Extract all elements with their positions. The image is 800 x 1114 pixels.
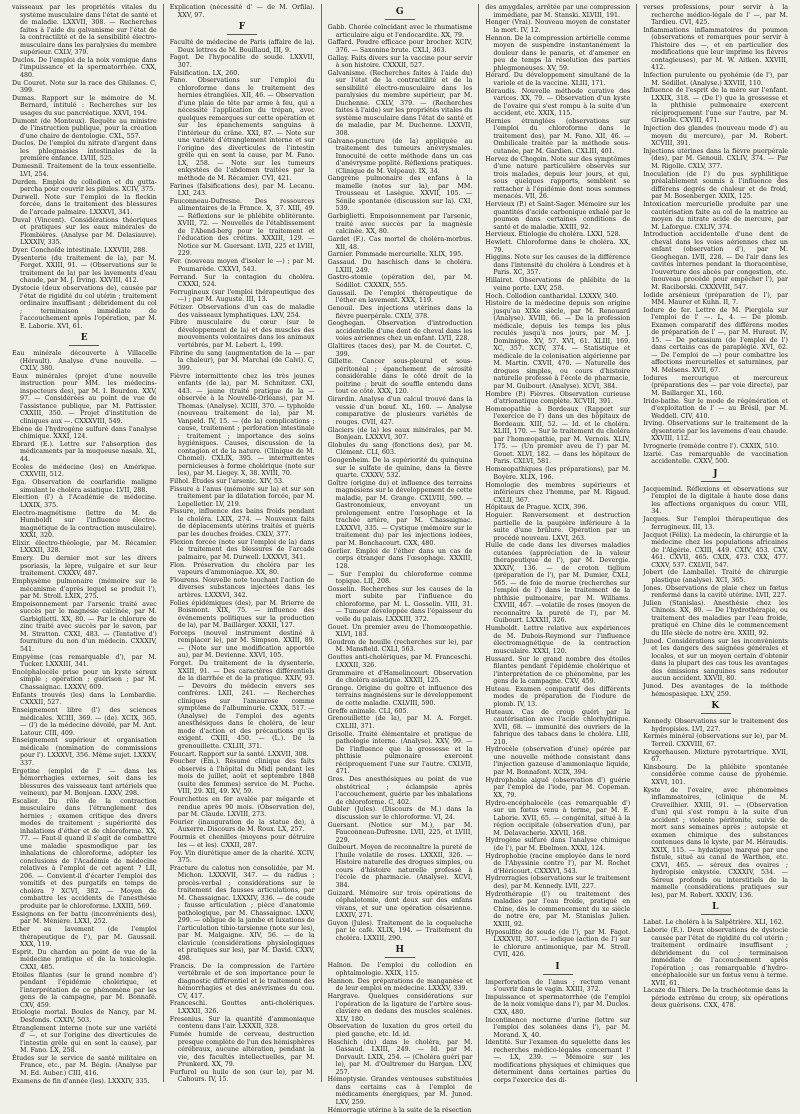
index-entry: Fissure à l'anus (mémoire sur la) et sur son traitement par la dilatation forcée, par M. Lepelletier. LV, 219.	[169, 485, 315, 508]
index-entry: Impuissance et spermatorrhée (de l'emploi de la noix vomique dans l'), par M. Duclos. CXX, 480.	[485, 993, 631, 1016]
index-entry: Hydrocèle (observation d'une) opérée par une nouvelle méthode consistant dans l'injection gazeuse d'ammoniaque liquide, par M. Bonnafont. XCIX, 394.	[485, 746, 631, 776]
index-entry: Histoire de la médecine depuis son origine jusqu'au XIXe siècle, par M. Renouard (Analyse). XVIII, 66. — De la profession médicale, depuis les temps les plus reculés jusqu'à nos jours, par M. J. Dominique. XV, 57. XVI, 61. XLIII, 169. XC, 357. XCIV, 374. — Statistique et médicale de la colonisation algérienne par M. Martin. CXVII, 470. — Naturelle des drogues simples, ou cours d'histoire naturelle professé à l'école de pharmacie, par M. Guibourt. (Analyse). XCVI, 384.	[485, 300, 631, 390]
index-entry: Hoguier. Renversement et destruction partielle de la paupière inférieure à la suite d'une brûlure. Opération par un procédé nouveau. LXVI, 263.	[485, 512, 631, 542]
index-entry: Ivrognerie (remède contre l'). CXXIX, 510.	[643, 443, 779, 451]
index-entry: Izarié. Cas remarquable de vaccination accidentelle. CXXV, 500.	[643, 450, 788, 466]
index-entry: Goître (origine du) et influence des terrains magnésiens sur le développement de cette maladie, par M. Grange. CXLVIII, 590. — Gastronomieux, envoyant un prolongement entre l'œsophage et la trachée artère, par M. Chassaignac. LXXXVI, 335. — Cystique (mémoire sur le traitement du) par les injections iodées, par M. Bonchacourt. CXX, 480.	[327, 479, 473, 547]
index-entry: Étranglement interne (note sur une variété d' —, et sur l'origine des diverticules de l'intestin grêle qui en sont la cause), par M. Fano. LX, 258.	[12, 1024, 157, 1055]
index-entry: Hydrophobie (racine employée dans le nord de l'Abyssinie contre l'), par M. Rochet d'Héricourt. CXXXVI, 543.	[485, 852, 631, 875]
index-entry: Fer. (nouveau moyen d'isoler le —) ; par M. Poumarède. CXXVI, 543.	[169, 258, 315, 273]
index-entry: Inoculation (de l') du pus syphilitique préalablement soumis à l'influence des différens degrés de chaleur et de froid, par M. Bosenberger. XXIX, 125.	[643, 170, 788, 201]
index-entry: Dystocie (deux observations de), causée par l'état de rigidité du col utérin ; traitement ordinaire insuffisant ; débridement du col ; terminaison immédiate de l'accouchement après l'opération, par M. E. Laborie. XVI, 61.	[12, 285, 157, 330]
index-entry: Homœopathiques (les préparations), par M. Boyère. XLIX, 196.	[485, 466, 631, 481]
index-entry: Dumas. Rapport sur le mémoire de M. Bernard, intitulé : Recherches sur les usages du suc pancréatique. XXVI, 194.	[12, 94, 157, 117]
index-entry: Hyposulfite de soude (de l'), par M. Fagot. LXXXVII, 307. — iodique (action de l') sur le chlorure antimonique, par M. Stroll. CVII, 426.	[485, 928, 631, 958]
index-entry: Forget. Du traitement de la dysenterie. XXIII, 91. — Des caractères différentiels de la diarrhée et de la pratique. XXIV, 93. — Devoirs du médecin envers ses confrères. LXII, 241. — Recherches cliniques sur l'amaurose comme symptôme de l'albuminurie. CXXX, 517. — (Analyse) de l'emploi des agents anesthésiques dans le choléra, de leur mode d'action et des précautions qu'ils exigent. CXIII, 450. — (L.). De la grenouillette. CXLIII, 371.	[169, 660, 315, 750]
index-entry: Glaciers (de la) les eaux minérales, par M. Bonjean. LXXXVI, 307.	[327, 426, 473, 442]
index-entry: Kennedy. Observations sur le traitement des hydropisies. LVI, 227.	[643, 718, 788, 733]
index-entry: Iodure de fer. Lettre de M. Piergiola sur l'emploi de l' —. L, 4. — De plomb. Examen comparatif des différens modes de préparation de l' —, par M. Huraut. IV, 15. — De potassium (de l'emploi de l') dans certains cas de paraplégie. XVI, 62. — De l'emploi de —) pour combattre les affections mercurielles et saturnines, par M. Melsens. XVII, 67.	[643, 306, 788, 374]
index-entry: Intoxication mercurielle produite par une cautérisation faite au col de la matrice au moyen du nitrate acide de mercure, par M. Laforgue. CXLIV, 374.	[643, 201, 788, 231]
index-entry: Haïnon. De l'emploi du collodion en ophtalmologie. XXIX, 115.	[327, 962, 473, 977]
index-entry: Gallay. Faits divers sur la vaccine pour servir à son histoire. CXXXII, 527.	[327, 54, 473, 70]
index-entry: Gassaud. Du haschisch dans le choléra. LXIII, 249.	[327, 259, 473, 274]
index-entry: Hydro-encéphalocèle (cas remarquable d') sur un fœtus venu à terme, par M. E. Laborie. XVII, 65. — congénital, situé à la région occipitale (observation d'un), par M. Delavacherie. XXVII, 168.	[485, 799, 631, 837]
index-entry: Gillette. Cancer sous-pleural et sous-péritonéal ; épanchement de sérosité considérable dans le côté droit de la poitrine ; bruit de souffle entendu dans tout ce côté. XXX, 120.	[327, 358, 473, 396]
index-entry: Kermès minéral (observations sur le), par M. Terreil. CXXVIII, 67.	[643, 733, 788, 748]
index-entry: Dysenterie (du traitement de la), par M. Forget. XXIII, 91. — (Observations sur le traitement de la) par les lavements d'eau chaude, par M. J. Irving. XXVIII, 412.	[12, 254, 157, 285]
index-entry: Humboldt. Lettre relative aux expériences de M. Dubois-Reymond sur l'influence électromagnétique de la contraction musculaire. XXXI, 120.	[485, 625, 631, 655]
index-entry: Foucart. Rapport sur la santé. LXXVII, 308.	[169, 750, 309, 758]
index-entry: Gabb. Chorée coïncidant avec le rhumatisme articulaire aigu et l'endocardite. XX, 79.	[327, 24, 473, 39]
index-entry: Fétizer. Observations d'un cas de maladie des vaisseaux lymphatiques. LXV, 254.	[169, 304, 315, 319]
index-entry: Junod. Considérations sur les inconvénients et les dangers des saignées générales et locales, et sur un moyen certain d'obtenir dans la plupart des cas tous les avantages des émissions sanguines sans redouter aucun accident. XXVII, 80.	[643, 637, 788, 683]
index-entry: Iodures mercurique et mercureux (préparations des — par voie directe), par M. Baillarger. XL, 160.	[643, 374, 788, 397]
index-entry: Guersant. (Notice sur M.), par M. Fauconneau-Dufresne. LVII, 225, et LVIII, 229.	[327, 821, 473, 844]
index-entry: Higgins. Note sur les causes de la différence dans l'intensité du choléra à Londres et à Paris. XC, 357.	[485, 254, 631, 277]
index-entry: Fumée humide de cerveau, destruction presque complète de l'un des hémisphères cérébraux, aucune altération, pendant la vie, des facultés intellectuelles, par M. Prunkerd. XX, 79.	[169, 1031, 315, 1068]
index-entry: Dumesnil. Traitement de la toux essentielle. LVI, 254.	[12, 163, 157, 178]
index-entry: Ether au lavement (de l'emploi thérapeutique de l'), par M. Gaussail. XXX, 119.	[12, 926, 157, 948]
index-entry: Farines (falsifications des), par M. Lecanu. LXI, 243.	[169, 182, 315, 198]
index-entry: Gaffard. Poudre efficace pour brocher. XCIV, 376. — Saxonine brute. CXLI, 363.	[327, 39, 473, 54]
section-letter: H	[328, 945, 473, 958]
index-entry: Hervieux (P.) et Saint-Sager. Mémoire sur les quantités d'acide carbonique exhalé par le poumon dans certaines conditions de santé et de maladie. XXIII, 92.	[485, 201, 631, 231]
index-entry: Hydrothérapie (l') ou traitement des maladies par l'eau froide, pratiqué en Chine, dès le commencement du xe siècle de notre ère, par M. Stanislas Julien. XXIII, 92.	[485, 890, 631, 928]
index-entry: Hannon. Des préparations de manganèse et de leur emploi en médecine. LXXXV, 339.	[327, 977, 473, 993]
index-entry: Ferrugineux (sur l'emploi thérapeutique des —) ; par M. Auguste. III, 13.	[169, 288, 315, 304]
index-entry: Enfants trouvés (les) dans la Lombardie. CXXXII, 527.	[12, 691, 157, 707]
index-entry: Dumont (de Monteux). Requête au ministre de l'instruction publique, pour la création d'une chaire de dentologie. CXL, 557.	[12, 117, 157, 140]
index-entry: Elixir. électro-théologie, par M. Récamier. LXXXII, 328.	[12, 539, 157, 555]
index-entry: Emery. Du dernier mot sur les divers psoriasis, la lèpre, vulgaire et sur leur traitement. CXXXV, 487.	[12, 555, 157, 578]
index-entry: Glaîtires (taces des), par M. de Courtet. C, 399.	[327, 343, 473, 358]
index-entry: Girardin. Analyse d'un calcul trouvé dans la vessie d'un bœuf. XL, 160. — Analyse comparative de plusieurs variétés de rouges. CVII, 427.	[327, 396, 473, 426]
index-entry: Fauconneau-Dufresne. Des ressources alimentaires de la France. X, 37. XIII, 49. — Réflexions sur le phlébite oblitérante. XVIII, 72. — Nouvelles de l'établissement de l'Abend-berg pour le traitement et l'éducation des crétins. XXXIII, 129. — Notice sur M. Guersant. LVII, 225 et LVIII, 229.	[169, 197, 315, 258]
index-entry: Empoisonnement par l'arsenic traité avec succès par le magnésie calcinée, par M. Garbiglietti. XX, 80. — Par le chlorure de zinc traité avec succès par le savon, par M. Stratton. CXXI, 483. — (Tentative d') fourniture du non d'un médecin. CXXXIV, 541.	[12, 600, 157, 653]
index-entry: Duval (Vincent). Considérations théoriques et pratiques sur les eaux minérales de Plombières. (Analyse par M. Delasiauve). LXXXIV, 335.	[12, 216, 157, 247]
index-entry: Infection purulente ou pyohémie (de l'), par M. Sédillot. (Analyse.) XXVIII, 110.	[643, 72, 788, 87]
index-entry: Folies épidémiques (des), par M. Brierre de Boismont. XIX, 75. — influence des événements politiques sur la production de la), par M. Baillarger. XXXII, 127.	[169, 599, 315, 630]
section-letter: L	[643, 902, 788, 915]
index-entry: Hervez de Chegoin. Note sur des symptômes d'une nature particulière observés sur trois malades, depuis leur jours, et qui, sous quelques rapports, semblent se rattacher à l'épidémie dont nous sommes menacés. VII, 26.	[485, 155, 631, 201]
index-entry: Fresenius. Sur la quantité d'ammoniaque contenu dans l'air. LXXXII, 328.	[169, 1015, 315, 1031]
section-letter: E	[12, 333, 157, 346]
index-entry: Fourchettes en fer avalée par mégarde et rendue après 90 mois. (Observation de), par M. Claude. LXVIII, 273.	[169, 796, 315, 819]
index-entry: Introduction accidentelle d'une dent de cheval dans les voies aériennes chez un enfant (observation d'), par M. Geoghegan. LVII, 228. — De l'air dans les cavités internes pendant la thoracentèse, l'ouverture des abcès par congestion, etc. (nouveau procédé pour empêcher l'), par M. Raciborski. CXXXVIII, 547.	[643, 231, 788, 291]
index-entry: Fourmis et chenilles (moyens pour détruire les — et les). CXXII, 287.	[169, 834, 315, 849]
index-entry: Gougenheim. De la supériorité du quinquina sur le sulfate de quinine, dans la fièvre quarte. CXXXV, 532.	[327, 457, 473, 480]
index-entry: Foucher (Ém.). Résumé clinique des faits observés à l'hôpital du Midi pendant les mois de juillet, août et septembre 1848 (suite des femmes) service de M. Puche. VIII, 29. XII, 49. XV, 59.	[169, 758, 315, 796]
index-entry: Gorlier. Emploi de l'éther dans un cas de corps étranger dans l'œsophage. XXXIII, 128.	[327, 547, 473, 570]
index-entry: Imperforation de l'anus ; rectum venant s'ouvrir dans le vagin. XXIII, 372.	[485, 978, 631, 993]
index-entry: Gastro-stomie (opération de), par M. Sédillot. CXXXIX, 555.	[327, 274, 473, 289]
index-entry: Fagot. De l'hypocalite de soude. LXXVII, 307.	[169, 54, 315, 69]
index-entry: Flourens. Nouvelle note touchant l'action de diverses substances injectées dans les artères. LXXXVI, 342.	[169, 576, 315, 599]
index-entry: Falsification. LX, 260.	[169, 69, 240, 77]
index-entry: Fourier (inauguration de la statue de), à Auxerre. Discours de M. Roux. LX, 257.	[169, 818, 315, 834]
index-entry: Garbiglietti. Empoisonnement par l'arsenic, traité avec succès par la magnésie calcinée. XX, 80.	[327, 213, 473, 236]
index-entry: Duclos. De l'emploi de la noix vomique dans l'impuissance et la spermatorrhée. CXX, 480.	[12, 56, 157, 79]
index-entry: Etiologie mortal. Boules de Nancy, par M. Desfonds. CXXIV, 503.	[12, 1009, 157, 1024]
index-entry: Iodide arsénieux (préparation de l'), par MM. Maurer et Kuhn. II, 7.	[643, 291, 788, 307]
index-entry: Ecoles de médecine (les) en Amérique. CXXVIII, 512.	[12, 463, 157, 479]
index-entry: Jacquot (Félix). La médecin, la chirurgie et la médecine chez les populations africaines de l'Algérie. CXIII, 449. CXIV, 453. CXV, 461. CXVII, 465. CXIX, 473. CXX, 477. CXXV, 537. CXLVII, 547.	[643, 531, 788, 569]
index-entry: Injections utérines dans la fièvre puerpérale (des), par M. Genouil. CXLIV, 374. — Par M. Rigolle. CXLV, 377.	[643, 147, 788, 170]
index-entry: Hoch. Collodion cantharidal. LXXXV, 340.	[485, 292, 619, 300]
index-entry: Galvano-puncture (de la) appliquée au traitement des tumeurs anévrysmales. Innocuité de cette méthode dans un cas d'anévrysme poplité. Réflexions pratiques. (Clinique de M. Velpeau). IX, 34.	[327, 137, 473, 175]
index-entry: Grammaire et d'Hamelincourt. Observation de choléra asiatique. XXXII, 125.	[327, 669, 473, 685]
index-column-4	[478, 4, 636, 1082]
index-entry: Ega. Observation de coarlaridie maligne simulant le choléra asiatique. LVII, 288.	[12, 479, 157, 494]
index-entry: Dyer. Conchoïde intestinale. LXXVIII, 288.	[12, 246, 148, 254]
index-entry: Junod. Des avantages de la méthode hémospasique. LXV, 259.	[643, 683, 788, 698]
index-entry: Hombre (P.) Fièvres. Observation curieuse d'atrionatique complète. XCVIII, 391.	[485, 390, 631, 406]
index-entry: vaisseaux par les propriétés vitales du système musculaire dans l'état de santé et de maladie. LXXVII, 308. — Recherches faites à l'aide du galvanisme sur l'état de la contractilité et de la sensibilité électro-musculaire dans les paralysies du membre supérieur. CXLV, 379.	[12, 4, 157, 56]
index-column-5	[636, 4, 794, 1082]
index-entry: Goudron de houille (recherches sur le), par M. Mansfield. CXLI, 563.	[327, 638, 473, 654]
index-entry: Genouil. Des injections utérines dans la fièvre puerpérale. CXLV, 378.	[327, 305, 473, 320]
index-entry: Escalier. Du rôle de la contraction musculaire dans l'étranglement des hernies ; examen critique des divers modes de traitement ; supériorité des inhalations d'éther et de chloroforme. XX, 77. — Faut-il quand il s'agit de combattre une maladie spasmodique par les inhalations de chloroforme, adopter les conclusions de l'Académie de médecine relatives à l'emploi de cet agent ? LII, 206. — Convient-il d'écarter l'emploi des vomitifs et des purgatifs en temps de choléra ? XCVI, 382. — Moyen de combattre les accidents de l'anesthésie produite par le chloroforme. LXXIII, 569.	[12, 797, 157, 910]
index-entry: Electro-magnétisme (lettre de M. de Humboldt sur l'influence électro-magnétique de la contraction musculaire). XXXI, 320.	[12, 509, 157, 540]
index-entry: Durwell. Note sur l'emploi de la fleckin forcée, dans le traitement des blessures de l'arcade palmaire. LXXXVI, 341.	[12, 193, 157, 216]
index-entry: Greffe animale. CLI, 605.	[327, 707, 409, 715]
index-entry: Globules du sang (fonctions des), par M. Clément. CLI, 603.	[327, 441, 473, 457]
index-entry: Foy. Vin diurétique amer de la charité. XCIV, 375.	[169, 849, 315, 865]
index-entry: Ergotine (emploi de l' — dans les hémorrhagies externes, soit dans les blessures des vaisseaux tant artériels que veineux), par M. Bonjean. LXXV, 298.	[12, 767, 157, 798]
index-entry: Gubler (Jules). (Discours de M.) dans la discussion sur le chloroforme. VI, 24.	[327, 806, 473, 821]
index-entry: Explication (nécessité d' — de M. Orfila). XXV, 97.	[169, 4, 315, 19]
index-entry: Grisolle. Traité élémentaire et pratique de pathologie interne. (Analyse). XXV, 99. — De l'influence que la grossesse et la phthisie pulmonaire exercent réciproquement l'une sur l'autre. CXLVII, 471.	[327, 730, 473, 776]
section-letter: F	[170, 22, 315, 35]
index-entry: Francis. De la compression de l'artère vertébrale et de son importance pour le diagnostic différentiel et le traitement des hémorrhagies et des anévrismes du cou. CV, 417.	[169, 962, 315, 1000]
section-letter: I	[485, 962, 630, 975]
index-entry: Filhol. Études sur l'arsenic. XIV, 53.	[169, 477, 285, 485]
index-entry: Huteaux. Cas de croup guéri par la cautérisation avec l'acide chlorhydrique. XVII, 68. — immunité des ouvriers de la fabrique des tabacs dans le choléra. LIII, 210.	[485, 708, 631, 746]
index-entry: Forceps (nouvel instrument destiné à remplacer le), par M. Simpson. XXIII, 89. — (Note sur une modification apportée au), par M. Devienne. XXVI, 105.	[169, 629, 315, 660]
index-entry: Fibre musculaire du cœur (sur le développement de la) et des muscles des mouvements volontaires dans les animaux vertébrés, par M. Lebert. L, 199.	[169, 319, 315, 349]
index-entry: Duclos. De l'emploi du nitrate d'argent dans les phlegmasies intestinales de la première enfance. LVIII, 525.	[12, 140, 157, 163]
index-entry: Incontinence nocturne d'urine (lettre sur l'emploi des solanées dans l'), par M. Morand. X, 40.	[485, 1016, 631, 1039]
index-entry: Julien (Stanislas). Anesthésie chez les Chinois. XX, 80. — De l'hydrothérapie, ou traitement des maladies par l'eau froide, pratiqué en Chine dès le commencement du IIIe siècle de notre ère. XXIII, 92.	[643, 599, 788, 637]
index-entry: Du Couret. Note sur la race des Ghilanes. C, 399.	[12, 79, 157, 95]
index-entry: Ferrand. Sur la contagion du choléra. CXXXI, 524.	[169, 273, 315, 289]
index-entry: Flexion forcée (note sur l'emploi de la) dans le traitement des blessures de l'arcade palmaire, par M. Durwell. LXXXVI, 341.	[169, 538, 315, 561]
index-entry: Injection des glandes (nouveau mode d') au moyen du mercure), par M. Robert. XCVIII, 391.	[643, 125, 788, 148]
index-entry: Grange. Origine du goître et influence des terrains magnésiens sur le développement de cette maladie. CXLVIII, 590.	[327, 684, 473, 707]
index-entry: Esprit. Du chardon au point de vue de la médecine pratique et de la toxicologie. CXXI, 485.	[12, 948, 157, 971]
index-entry: Kyste de l'ovaire, avec phénomènes inflammatoires, (clinique de M. Cruveilhier. XXIII, 91. — (Observation d'un) qui s'est rompu à la suite d'un accident ; violente péritonite, suivie de mort sans semaines après ; autopsie et examen chimique des substances contenues dans le kyste, par M. Héraudis. XXIX, 115. — hydatique) marqué par une fistule, situé au canal de Warthon, etc. CXVI, 465. — séreux des ovaires ; hydropisie enkystée. CXXXIV, 534. — Séreux profonds ou interstitiels de la mamelle (considérations pratiques sur les), par M. Robert. XXXIV, 136.	[643, 786, 788, 899]
index-entry: Henger (Vrai). Nouveau moyen de constater la mort. IV, 12.	[485, 19, 631, 34]
index-entry: Jones. Observations de plaie chez un fœtus renfermé dans la cavité utérine. LVII, 227.	[643, 584, 788, 600]
index-entry: Labat. Le choléra à la Salpêtrière. XLI, 162.	[643, 919, 784, 927]
index-entry: verses professions, pour servir à la recherche médico-légale de l' —, par M. Tardieu. CVI, 425.	[643, 4, 788, 26]
index-entry: Guyon (Jules). Traitement de la coqueluche par le café. XLIX, 194. — Traitement du choléra. LXXIII, 290.	[327, 919, 473, 942]
index-entry: Examens de fin d'année (les). LXXXIV, 335.	[12, 1077, 150, 1085]
index-entry: Gosselin. Recherches sur les causes de la mort subite par l'influence du chloroforme, par M. L. Gosselin. VIII, 31. — Tumeur développée dans l'épaisseur du voile du palais. LXXXIII, 372.	[327, 585, 473, 623]
index-entry: Irving. Observations sur le traitement de la dysenterie par les lavemens d'eau chaude. XXVIII, 112.	[643, 420, 788, 443]
index-entry: Héraudis. Nouvelle méthode curative des varices. XX, 79. — Observation d'un kyste de l'ovaire qui s'est rompu à la suite d'un accident, etc. XXIX, 115.	[485, 87, 631, 118]
index-entry: Hydrophobie aiguë (observation d') guérie par l'emploi de l'iode, par M. Copeman. XX, 79.	[485, 776, 631, 799]
index-entry: Hydrorragies (observations sur le traitement des), par M. Kennedy. LVII, 227.	[485, 875, 631, 890]
index-entry: Hémorragie utérine à la suite de la résection	[327, 1106, 472, 1114]
index-entry: Laborie (E.). Deux observations de dystocie causée par l'état de rigidité du col utérin ; traitement ordinaire insuffisant ; débridement du col ; terminaison immédiate de l'accouchement après l'opération ; cas remarquable d'hydro-encéphalocèle sur un fœtus venu à terme. XVII, 61.	[643, 927, 788, 987]
index-entry: Hewlett. Chloroforme dans le choléra. XX, 79.	[485, 239, 631, 254]
index-entry: Gouttes anti-cholériques, par M. Franceschi. LXXXII, 326.	[327, 654, 473, 669]
index-entry: Fissure, influence des bains froids pendant le choléra. LXIX, 274. — Nouveaux faits de déplacements utérins traités et guéris par les douches froides. CXLV, 377.	[169, 508, 315, 538]
index-entry: Franceschi. Gouttes anti-cholériques. LXXXII, 326.	[169, 1000, 315, 1015]
index-entry: Hervieux. Étiologie du choléra. LXXI, 528.	[485, 231, 621, 239]
index-entry: Hydrogène sulfuré dans l'analyse chimique (de l'), par M. Ebelmen. XXXI, 124.	[485, 837, 631, 852]
index-column-2	[163, 4, 321, 1082]
index-entry: Haschich (du) dans le choléra, par M. Gassaud. LXIII, 249. — Id. par M. Dorvault. LXIX, 254. — (Choléra guéri par le), par M. d'Oultremer du Hargan. LXV, 257.	[327, 1038, 473, 1076]
section-letter: K	[643, 701, 788, 714]
index-entry: Garnier. Pommade mercurielle. XLIX, 195.	[327, 251, 464, 259]
index-entry: Geoghegan. Observation d'introduction accidentelle d'une dent de cheval dans les voies aériennes chez un enfant. LVII, 228.	[327, 320, 473, 343]
index-entry: Inflammations inflammatoires du poumon (observations et remarques pour servir à l'histoire des —, et en particulier des modifications que leur imprime les fièvres contagieuses), par M. W. Aitken. XXVIII, 412.	[643, 26, 788, 72]
index-entry: Krugerhausen. Mixture pyrotartrique. XVII, 67.	[643, 748, 788, 764]
index-entry: Fièvre intermittente chez les très jeunes enfants (de la), par M. Schnitzer. CXI, 443. — jaune (traité pratique de la — observée à la Nouvelle-Orléans), par M. Thomas. (Analyse). XCIII, 370. — typhoïde (nouveau traitement de la), par M. Vanpeld. IV, 15. — (de la) complications ; cause, traitement ; perforation intestinale ; traitement ; importance des soins hygiéniques. Causes, discussion de la contagion et de la nature. (Clinique de M. Chomel). CXLIX, 395. — intermittentes pernicieuses à forme cholérique (note sur les), par M. Liegey. X, 38. XVIII, 70.	[169, 372, 315, 478]
index-entry: Kinsbourg. De la phlébite spontanée considérée comme cause de pyohémie. XXVI, 101.	[643, 763, 788, 786]
index-entry: Gardet (F.). Cas mortel de choléra-morbus. XII, 48.	[327, 236, 473, 251]
index-entry: Hussard. Sur le grand nombre des étoiles filantes pendant l'épidémie cholérique et l'interprétation de ce phénomène, par les gens de la campagne. CXV, 459.	[485, 655, 631, 686]
index-entry: Huile de cade dans les diverses maladies cutanées (appréciation de la valeur thérapeutique de l'), par M. Devergie. XXXIV, 136. — de croton tiglium (préparation de l'), par M. Dumier, CXLI, 565. — de foie de morue (recherches sur l'emploi de l') dans le traitement de la phthisie pulmonaire, par M. Williams. CXVIII, 467. —volatile de roses (moyen de reconnaître la pureté de l'), par M. Guibourt. LXXXII, 326.	[485, 542, 631, 625]
index-entry: Gangrène pulmonaire des enfans à la mamelle (notes sur la), par MM. Trousseau et Lasègue. XXVII, 105. — Sénile spontanée (discussion sur la). CXI, 539.	[327, 175, 473, 213]
index-entry: Guibourt. Moyen de reconnaître la pureté de l'huile volatile de roses. LXXXII, 326. — Histoire naturelle des drogues simples, ou cours d'histoire naturelle professé à l'école de pharmacie. (Analyse). XCVI, 384.	[327, 844, 473, 889]
index-entry: Durden. Emploi du collodion et du gutta-percha pour couvrir les pilules. XCIV, 375.	[12, 178, 157, 194]
index-entry: Faculté de médecine de Paris (affaire de la). Deux lettres de M. Bouillaud, III, 9.	[169, 39, 315, 54]
index-entry: Hargrave. Quelques considérations sur l'opération de la ligature de l'artère sous-clavière en dedans des muscles scalènes. XLV, 180.	[327, 993, 473, 1023]
index-column-3	[321, 4, 479, 1114]
section-letter: J	[643, 469, 788, 482]
index-entry: Ebène de l'hydrogène sulfuré dans l'analyse chimique. XXXI, 124.	[12, 425, 157, 441]
index-entry: — Sur l'emploi du chloroforme comme topique. LII, 208.	[327, 570, 473, 586]
index-entry: Ebrard (E.). Lettre sur l'absorption des médicaments par la muqueuse nasale. XL, 44.	[12, 440, 157, 463]
index-entry: Galvanisme. (Recherches faites à l'aide du) sur l'état de la contractilité et de la sensibilité électro-musculaire dans les paralysies du membre supérieur, par M. Duchenne. CXLV, 379. — (Recherches faites à l'aide) sur les propriétés vitales du système musculaire dans l'état de santé et de maladie, par M. Duchenne. LXXVII, 308.	[327, 69, 473, 137]
index-entry: Fibrine du sang (augmentation de la — par la chaleur), par M. Marchal (de Calvi). C, 399.	[169, 349, 315, 372]
index-entry: Huteau. Examen comparatif des différents modes de préparation de l'iodure de plomb. IV, 13.	[485, 685, 631, 708]
index-entry: Eau minérale découverte à Villacelle (Hérault). Analyse d'une nouvelle. — CXLV, 380.	[12, 350, 157, 373]
index-entry: Gouet. Un premier aveu de l'homœopathie. XLVI, 183.	[327, 623, 473, 639]
index-column-1	[6, 4, 163, 1085]
index-entry: Hémoptysie. Grandes ventouses substituées dans certains cas à l'emploi de médicaments énergiques, par M. Junod. LXV, 259.	[327, 1076, 473, 1106]
index-entry: Enseignement supérieur et organisation médicale (nomination de commissions pour l'). LXXXVI, 356. Même sujet. LXXXV, 337.	[12, 737, 157, 767]
index-columns	[6, 4, 794, 1114]
index-entry: Observation de luxation du gros orteil du pied gauche, etc. Id. id.	[327, 1023, 473, 1038]
index-entry: Essignons en fer battu (inconvénients des), par M. Ménière. LXXI, 252.	[12, 910, 157, 926]
index-entry: Gros. Des anesthésiques au point de vue obstétrical ; éclampsie après l'accouchement, guérie par les inhalations de chloroforme. C, 402.	[327, 776, 473, 806]
index-entry: Enseignement libre (l') des sciences médicales. XCIII, 369. — (de). XCIX, 365. — (l') de la médecine dévoilé, par M. Ant. Latour. CIII, 409.	[12, 707, 157, 737]
index-entry: Influence de l'esprit de la mère sur l'enfant. LXXIX, 318. — (De l') que la grossesse et la phthisie pulmonaire exercent réciproquement l'une sur l'autre, par M. Grisolle. CXVIII, 471.	[643, 87, 788, 125]
section-letter: G	[328, 7, 473, 20]
index-entry: Homologie des membres supérieurs et inférieurs chez l'homme, par M. Rigaud. CXLII, 367.	[485, 481, 631, 504]
index-entry: Hôpitaux de Prague. XCIX, 396.	[485, 504, 588, 512]
index-entry: des amygdales, arrêtée par une compression immédiate, par M. Stanski. XLVIII, 191.	[485, 4, 631, 19]
index-entry: Hernies étranglées (observations sur l'emploi du chloroforme dans le traitement des), par M. Fano. XII, 46. — Ombilicale traitée par la méthode sous-cutanée, par M. Gardien. CXLIII, 401.	[485, 117, 631, 155]
index-entry: Jacques. Sur l'emploi thérapeutique des ferrugineux. III, 13.	[643, 516, 788, 531]
index-entry: Furfurol ou huile de son (sur le), par M. Cahours. IV, 15.	[169, 1068, 315, 1084]
index-entry: Emphysème pulmonaire (mémoire sur le mécanisme d'après lequel se produit l'), par M. Stroll. LXIX, 275.	[12, 578, 157, 601]
index-entry: Empyème (cas remarquable d'), par M. Tucker. LXXXIII, 341.	[12, 653, 157, 669]
index-entry: Fano. Observations sur l'emploi du chloroforme dans le traitement des hernies étranglées. XII, 46. — Observation d'une plaie de tête par arme à feu, qui a nécessité l'application du trépan, avec quelques remarques sur cette opération et sur les épanchements sanguins à l'intérieur du crâne. XXI, 87. — Note sur une variété d'étranglement interne et sur l'origine des diverticules de l'intestin grêle qui en sont la cause, par M. Fano. LX, 258. — Note sur les tumeurs enkystées de l'abdomen traitées par la méthode de M. Récamier. CVI, 421.	[169, 77, 315, 182]
index-entry: Études sur le service de santé militaire en France, etc., par M. Bégin. (Analyse par M. Ed. Auber.) CIII, 416.	[12, 1054, 157, 1077]
index-entry: Irido-bathe. Sur le mode de régénération et d'exploitation de l' — au Brésil, par M. Weddell. CIV, 410.	[643, 397, 788, 420]
index-entry: Identité. Sur l'examen du squelette dans les recherches médico-légales concernant l' —. LX, 239. — Mémoire sur les modifications physiques et chimiques que déterminent dans certaines parties du corps l'exercice des di-	[485, 1039, 631, 1084]
index-entry: Homœopathie à Bordeaux (Rapport sur l'exercice de l') dans un des hôpitaux de Bordeaux. XIII, 52. — Id. et le choléra. XLIII, 170. — Sur le traitement du choléra par l'homœopathie, par M. Vernois. XLIV, 175. — (Un premier aveu de l') par M. Gouet. XLVI, 182. — dans les hôpitaux de Paris. CXLVI, 581.	[485, 405, 631, 466]
index-entry: Gaussail. De l'emploi thérapeutique de l'éther en lavement. XXX, 119.	[327, 289, 473, 305]
index-entry: Guizard. Mémoire sur trois opérations de céphalotomie, dont deux sur des enfans vivans, et sur une opération césarienne. LXXIV, 271.	[327, 889, 473, 920]
index-entry: Jacquemind. Réflexions et observations sur l'emploi de la digitale à haute dose dans les affections organiques du cœur. VIII, 34.	[643, 485, 788, 516]
index-entry: Election (l') à l'Académie de médecine. LXXIX, 375.	[12, 494, 157, 509]
index-entry: Jobert (de Lamballe). Traité de chirurgie plastique (analyse). XCI, 365.	[643, 569, 788, 584]
index-entry: Hérard. Du développement simultané de la variole et de la vaccine. XLIII, 171.	[485, 72, 631, 87]
index-entry: Hennon. De la compression artérielle comme moyen de suspendre instantanément la douleur dans le panaris, et d'amener en peu de temps la résolution des parties phlegmoneuses. XV, 59.	[485, 34, 631, 72]
index-entry: Hillairet. Observations de phlébite de la veine porte. LXV, 258.	[485, 277, 631, 292]
index-entry: Grenouillette (de la), par M. A. Forget. CXLIII, 371.	[327, 715, 473, 730]
index-entry: Flon. Préservation du choléra par les vapeurs d'ammoniaque. XX, 80.	[169, 561, 315, 577]
index-entry: Fracture du calotus non consolidée, par M. Michon. LXXXVII, 347. — du radius ; procès-verbal ; considérations sur le traitement des fausses articulations, par M. Chassaignac. LXXXIV, 336. — de coude ; fausse articulation ; pièce d'anatomie pathologique, par M. Chassaignac. LXXV, 299. — oblique de la jambe et luxations de l'articulation tibio-tarsienne (note sur les), par M. Malgaigne. XIV, 56. — de la clavicule (considérations physiologiques et pratiques sur les), par M. David. CXXV, 498.	[169, 864, 315, 962]
index-entry: Etoiles filantes (sur le grand nombre d') pendant l'épidémie cholérique, et l'interprétation de ce phénomène par les gens de la campagne, par M. Bonnafé. CXV, 459.	[12, 971, 157, 1009]
index-entry: Lacaze du Thiers. De la trachéotomie dans la période extrême du croup, six opérations deux guérisons. CXX, 478.	[643, 987, 788, 1010]
index-entry: Eaux minérales (projet d'une nouvelle instruction pour MM. les médecins-inspecteurs des), par M. I. Bourdon. XXV, 97. — Considérées au point de vue de l'assistance publique, par M. Pattissier. CXXIII, 350. — Projet d'institution de cliniques aux —. CXXXVIII, 549.	[12, 372, 157, 425]
index-entry: Encéphalocèle prise pour un kyste séreux simple ; opération ; guérison ; par M. Chassaignac. LXXXV, 609.	[12, 668, 157, 691]
